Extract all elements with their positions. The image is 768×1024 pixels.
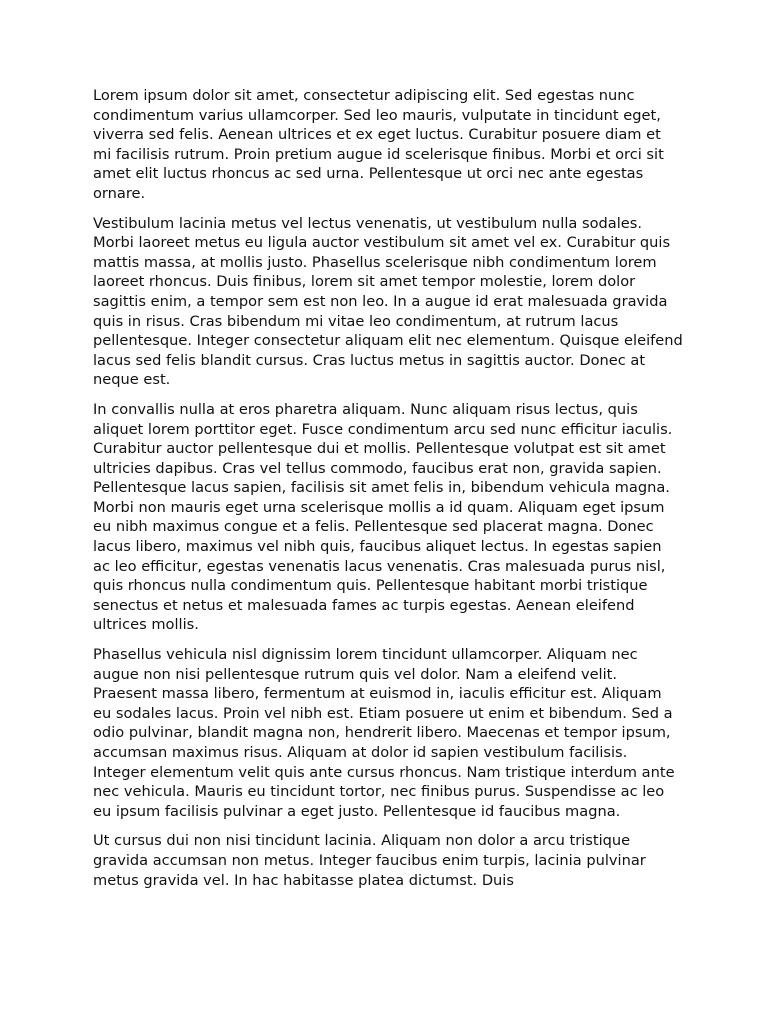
paragraph-2: Vestibulum lacinia metus vel lectus venenatis, ut vestibulum nulla sodales. Morbi laoreet metus eu ligula auctor vestibulum sit amet vel ex. Curabitur quis mattis massa, at mollis justo. Phasellus scelerisque nibh condimentum lorem laoreet rhoncus. Duis finibus, lorem sit amet tempor molestie, lorem dolor sagittis enim, a tempor sem est non leo. In a augue id erat malesuada gravida quis in risus. Cras bibendum mi vitae leo condimentum, at rutrum lacus pellentesque. Integer consectetur aliquam elit nec elementum. Quisque eleifend lacus sed felis blandit cursus. Cras luctus metus in sagittis auctor. Donec at neque est. xyxy=(93,214,683,389)
paragraph-1: Lorem ipsum dolor sit amet, consectetur adipiscing elit. Sed egestas nunc condimentum varius ullamcorper. Sed leo mauris, vulputate in tincidunt eget, viverra sed felis. Aenean ultrices et ex eget luctus. Curabitur posuere diam et mi facilisis rutrum. Proin pretium augue id scelerisque finibus. Morbi et orci sit amet elit luctus rhoncus ac sed urna. Pellentesque ut orci nec ante egestas ornare. xyxy=(93,87,664,202)
paragraph-4: Phasellus vehicula nisl dignissim lorem tincidunt ullamcorper. Aliquam nec augue non nisi pellentesque rutrum quis vel dolor. Nam a eleifend velit. Praesent massa libero, fermentum at euismod in, iaculis efficitur est. Aliquam eu sodales lacus. Proin vel nibh est. Etiam posuere ut enim et bibendum. Sed a odio pulvinar, blandit magna non, hendrerit libero. Maecenas et tempor ipsum, accumsan maximus risus. Aliquam at dolor id sapien vestibulum facilisis. Integer elementum velit quis ante cursus rhoncus. Nam tristique interdum ante nec vehicula. Mauris eu tincidunt tortor, nec finibus purus. Suspendisse ac leo eu ipsum facilisis pulvinar a eget justo. Pellentesque id faucibus magna. xyxy=(93,646,675,820)
document-body xyxy=(93,86,683,932)
paragraph-3: In convallis nulla at eros pharetra aliquam. Nunc aliquam risus lectus, quis aliquet lorem porttitor eget. Fusce condimentum arcu sed nunc efficitur iaculis. Curabitur auctor pellentesque dui et mollis. Pellentesque volutpat est sit amet ultricies dapibus. Cras vel tellus commodo, faucibus erat non, gravida sapien. Pellentesque lacus sapien, facilisis sit amet felis in, bibendum vehicula magna. Morbi non mauris eget urna scelerisque mollis a id quam. Aliquam eget ipsum eu nibh maximus congue et a felis. Pellentesque sed placerat magna. Donec lacus libero, maximus vel nibh quis, faucibus aliquet lectus. In egestas sapien ac leo efficitur, egestas venenatis lacus venenatis. Cras malesuada purus nisl, quis rhoncus nulla condimentum quis. Pellentesque habitant morbi tristique senectus et netus et malesuada fames ac turpis egestas. Aenean eleifend ultrices mollis. xyxy=(93,400,673,634)
paragraph-5: Ut cursus dui non nisi tincidunt lacinia. Aliquam non dolor a arcu tristique gravida accumsan non metus. Integer faucibus enim turpis, lacinia pulvinar metus gravida vel. In hac habitasse platea dictumst. Duis xyxy=(93,832,646,889)
